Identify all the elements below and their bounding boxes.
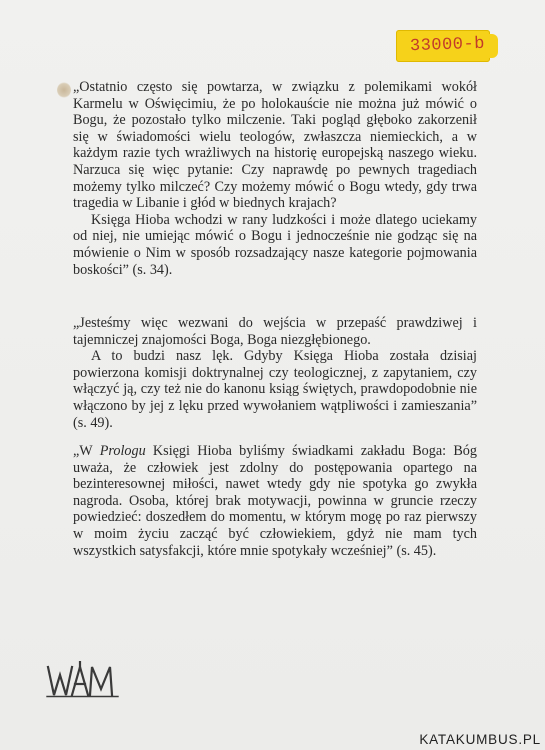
quote-3-open: „W [73,443,100,459]
quote-1 [73,79,477,278]
quote-3-rest: Księgi Hioba byliśmy świadkami zakładu Boga: Bóg uważa, że człowiek jest zdolny do postępowania opartego na bezinteresownej miłości, nawet wtedy gdy nie spotyka go zwykła nagroda. Osoba, której brak motywacji, powinna w gruncie rzeczy powiedzieć: doszedłem do momentu, w którym mogę po raz pierwszy w moim życiu zacząć być człowiekiem, gdyż nie mam tych wszystkich satysfakcji, które mnie spotykały wcześniej” (s. 45). [73,443,477,559]
quote-3-paragraph-1 [73,443,477,559]
wam-logo-icon [46,661,120,699]
price-sticker [396,30,490,62]
quote-1-paragraph-1: „Ostatnio często się powtarza, w związku z polemikami wokół Karmelu w Oświęcimiu, że po holokauście nie można już mówić o Bogu, że pozostało tylko milczenie. Taki pogląd głęboko zakorzenił się w świadomości wielu teologów, zwłaszcza niemieckich, a w każdym razie tych wrażliwych na historię europejską naszego wieku. Narzuca się więc pytanie: Czy naprawdę po pewnych tragediach możemy tylko milczeć? Czy możemy mówić o Bogu wtedy, gdy trwa tragedia w Libanie i głód w biednych krajach? [73,79,477,212]
price-code: 33000-b [409,34,486,57]
quote-3 [73,443,477,559]
quote-2-paragraph-2: A to budzi nasz lęk. Gdyby Księga Hioba została dzisiaj powierzona komisji doktrynalnej czy teologicznej, z zapytaniem, czy włączyć ją, czy też nie do kanonu ksiąg świętych, prawdopodobnie nie włączono by jej z lęku przed wywołaniem wątpliwości i zamieszania” (s. 49). [73,348,477,431]
quote-2-paragraph-1: „Jesteśmy więc wezwani do wejścia w przepaść prawdziwej i tajemniczej znajomości Boga, Boga niezgłębionego. [73,315,477,348]
watermark: KATAKUMBUS.PL [419,732,541,747]
quote-2 [73,315,477,431]
quote-3-italic-word: Prologu [99,443,146,459]
sticker-tab [484,34,498,58]
quote-1-paragraph-2: Księga Hioba wchodzi w rany ludzkości i może dlatego uciekamy od niej, nie umiejąc mówić o Bogu i jednocześnie nie godząc się na mówienie o Nim w sposób rozsadzający nasze kategorie pojmowania boskości” (s. 34). [73,211,477,278]
paper-stain [57,82,71,98]
